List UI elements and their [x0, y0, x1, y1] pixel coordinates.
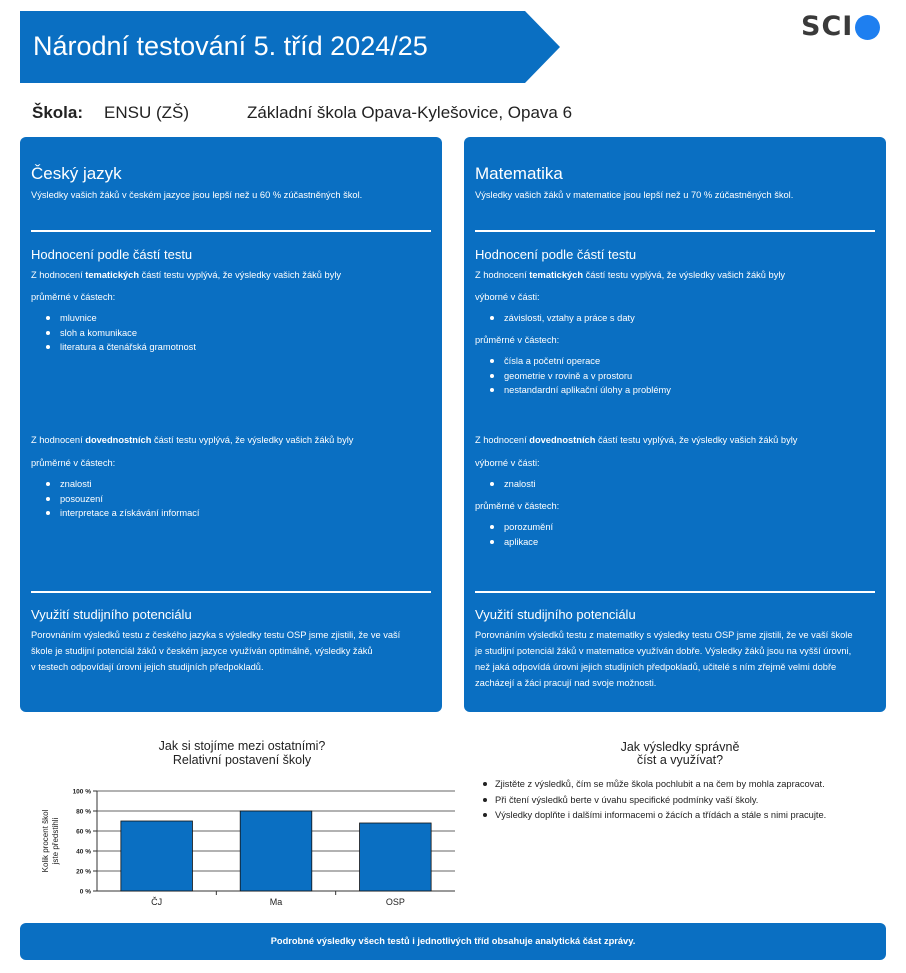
math-skills-average-list: [490, 520, 553, 549]
math-skills-excellent-label: výborné v části:: [475, 458, 540, 468]
tip-item: Zjistěte z výsledků, čím se může škola pochlubit a na čem by mohla zapracovat.: [480, 777, 826, 793]
czech-title: Český jazyk: [31, 164, 122, 183]
y-tick-label: 60 %: [76, 828, 91, 836]
y-tick-label: 0 %: [79, 888, 91, 896]
divider: [475, 230, 875, 232]
divider: [475, 591, 875, 593]
header-banner: [20, 11, 560, 83]
math-potential-text: Porovnáním výsledků testu z matematiky s výsledky testu OSP jsme zjistili, že ve vaší škole je studijní potenciál žáků v matematice využíván dobře. Výsledky žáků jsou na vyšší úrovni, než jaká odpovídá úrovni jejich studijních předpokladů, učitelé s ním zřejmě velmi dobře zacházejí a žáci pracují nad svoje možnosti.: [475, 630, 853, 688]
czech-skills-average-list: [46, 477, 200, 521]
relative-position-chart: [0, 770, 470, 915]
list-item: znalosti: [46, 477, 200, 492]
czech-parts-heading: Hodnocení podle částí testu: [31, 247, 193, 262]
list-item: čísla a početní operace: [490, 354, 671, 369]
math-parts-heading: Hodnocení podle částí testu: [475, 247, 637, 262]
footer-note: Podrobné výsledky všech testů i jednotlivých tříd obsahuje analytická část zprávy.: [20, 923, 886, 960]
y-axis-label: Kolik procent školjste předstihli: [41, 809, 60, 873]
x-tick-label: Ma: [269, 897, 283, 907]
school-label: Škola:: [32, 103, 84, 122]
scio-logo: [801, 12, 880, 42]
math-thematic-average-list: [490, 354, 671, 398]
list-item: mluvnice: [46, 311, 196, 326]
y-tick-label: 100 %: [72, 788, 91, 796]
school-code: ENSU (ZŠ): [104, 103, 189, 122]
logo-dot-icon: [855, 15, 880, 40]
math-summary: Výsledky vašich žáků v matematice jsou lepší než u 70 % zúčastněných škol.: [475, 190, 794, 200]
list-item: geometrie v rovině a v prostoru: [490, 369, 671, 384]
logo-text: SCI: [801, 11, 854, 42]
x-tick-label: OSP: [385, 897, 405, 907]
math-title: Matematika: [475, 164, 563, 183]
czech-potential-heading: Využití studijního potenciálu: [31, 607, 192, 622]
math-potential-heading: Využití studijního potenciálu: [475, 607, 636, 622]
math-thematic-excellent-list: [490, 311, 635, 326]
math-thematic-excellent-label: výborné v části:: [475, 292, 540, 302]
list-item: porozumění: [490, 520, 553, 535]
list-item: aplikace: [490, 535, 553, 550]
math-panel: [464, 137, 886, 712]
list-item: interpretace a získávání informací: [46, 506, 200, 521]
tip-item: Výsledky doplňte i dalšími informacemi o žácích a třídách a stále s nimi pracujte.: [480, 808, 826, 824]
x-tick-label: ČJ: [151, 897, 163, 907]
y-tick-label: 20 %: [76, 868, 91, 876]
list-item: znalosti: [490, 477, 536, 492]
bar-OSP: [360, 823, 432, 891]
list-item: literatura a čtenářská gramotnost: [46, 340, 196, 355]
divider: [31, 591, 431, 593]
y-tick-label: 80 %: [76, 808, 91, 816]
divider: [31, 230, 431, 232]
tip-item: Při čtení výsledků berte v úvahu specifické podmínky vaší školy.: [480, 793, 826, 809]
czech-panel: [20, 137, 442, 712]
list-item: nestandardní aplikační úlohy a problémy: [490, 383, 671, 398]
czech-skills-average-label: průměrné v částech:: [31, 458, 116, 468]
list-item: sloh a komunikace: [46, 326, 196, 341]
czech-skills-intro: Z hodnocení dovednostních částí testu vyplývá, že výsledky vašich žáků byly: [31, 435, 354, 445]
czech-potential-text: Porovnáním výsledků testu z českého jazyka s výsledky testu OSP jsme zjistili, že ve vaší škole je studijní potenciál žáků v českém jazyce využíván optimálně, výsledky žáků v testech odpovídají úrovni jejich studijních předpokladů.: [31, 630, 401, 672]
page-title: Národní testování 5. tříd 2024/25: [33, 31, 428, 61]
bar-ČJ: [121, 821, 193, 891]
czech-thematic-average-label: průměrné v částech:: [31, 292, 116, 302]
math-thematic-average-label: průměrné v částech:: [475, 335, 560, 345]
czech-thematic-intro: Z hodnocení tematických částí testu vyplývá, že výsledky vašich žáků byly: [31, 270, 342, 280]
list-item: závislosti, vztahy a práce s daty: [490, 311, 635, 326]
czech-summary: Výsledky vašich žáků v českém jazyce jsou lepší než u 60 % zúčastněných škol.: [31, 190, 363, 200]
school-name: Základní škola Opava-Kylešovice, Opava 6: [247, 103, 573, 122]
tips-list: [480, 777, 826, 824]
math-skills-average-label: průměrné v částech:: [475, 501, 560, 511]
chart-title: Jak si stojíme mezi ostatními? Relativní postavení školy: [158, 739, 326, 767]
y-tick-label: 40 %: [76, 848, 91, 856]
czech-thematic-average-list: [46, 311, 196, 355]
math-thematic-intro: Z hodnocení tematických částí testu vyplývá, že výsledky vašich žáků byly: [475, 270, 786, 280]
math-skills-intro: Z hodnocení dovednostních částí testu vyplývá, že výsledky vašich žáků byly: [475, 435, 798, 445]
bar-Ma: [240, 811, 312, 891]
math-skills-excellent-list: [490, 477, 536, 492]
tips-title: Jak výsledky správně číst a využívat?: [620, 740, 740, 767]
list-item: posouzení: [46, 492, 200, 507]
